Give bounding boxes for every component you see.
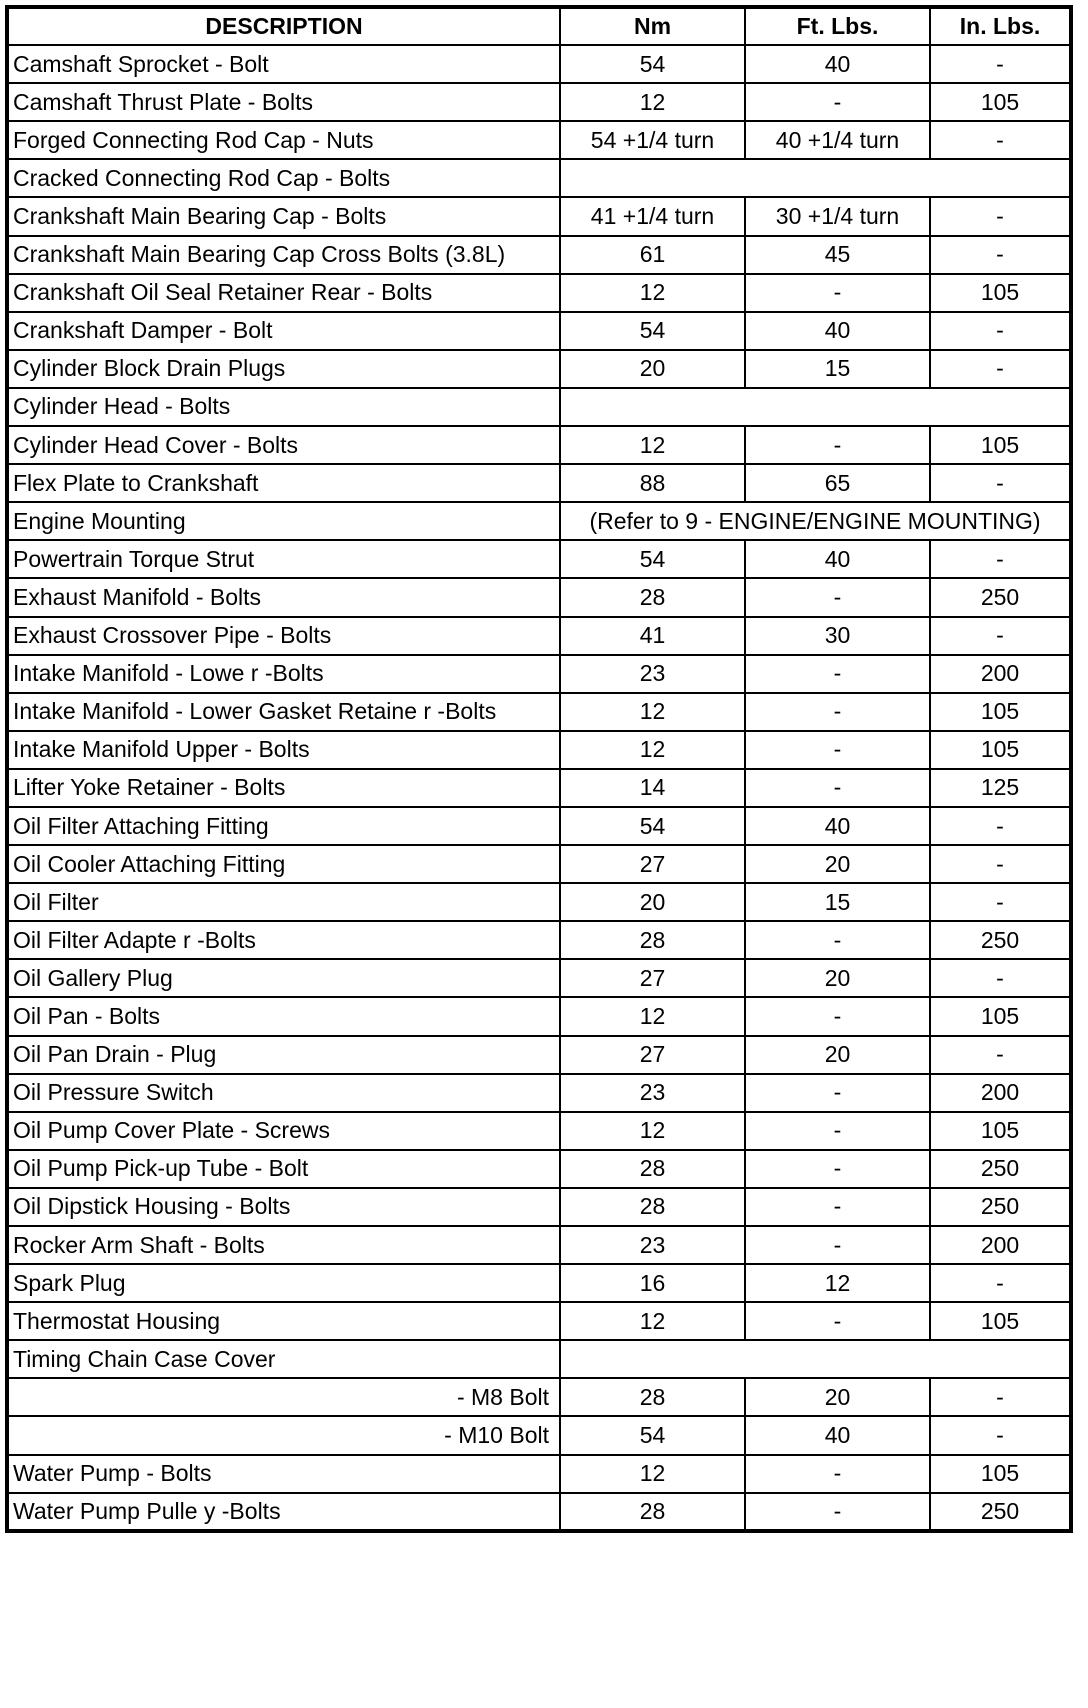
- row-description: Rocker Arm Shaft - Bolts: [7, 1226, 560, 1264]
- row-ft-lbs-value: 40: [745, 312, 930, 350]
- row-in-lbs-value: 200: [930, 1074, 1071, 1112]
- row-nm-value: 12: [560, 1302, 745, 1340]
- table-row: [7, 1302, 1071, 1340]
- row-spanned-note: [560, 1340, 1071, 1378]
- table-row: [7, 1378, 1071, 1416]
- table-row: [7, 731, 1071, 769]
- row-ft-lbs-value: 40: [745, 45, 930, 83]
- row-description: Cylinder Block Drain Plugs: [7, 350, 560, 388]
- row-in-lbs-value: 105: [930, 83, 1071, 121]
- row-in-lbs-value: 105: [930, 274, 1071, 312]
- row-in-lbs-value: -: [930, 312, 1071, 350]
- row-in-lbs-value: -: [930, 959, 1071, 997]
- row-ft-lbs-value: 20: [745, 1378, 930, 1416]
- row-ft-lbs-value: -: [745, 1302, 930, 1340]
- row-nm-value: 12: [560, 83, 745, 121]
- row-ft-lbs-value: -: [745, 274, 930, 312]
- row-ft-lbs-value: 40: [745, 1416, 930, 1454]
- row-ft-lbs-value: 15: [745, 350, 930, 388]
- row-description: Forged Connecting Rod Cap - Nuts: [7, 121, 560, 159]
- table-row: [7, 274, 1071, 312]
- row-ft-lbs-value: 65: [745, 464, 930, 502]
- row-description: Exhaust Crossover Pipe - Bolts: [7, 617, 560, 655]
- row-in-lbs-value: 105: [930, 693, 1071, 731]
- table-row: [7, 197, 1071, 235]
- table-row: [7, 502, 1071, 540]
- row-ft-lbs-value: -: [745, 921, 930, 959]
- row-description: Flex Plate to Crankshaft: [7, 464, 560, 502]
- row-nm-value: 28: [560, 1150, 745, 1188]
- row-in-lbs-value: 250: [930, 1493, 1071, 1531]
- row-nm-value: 54: [560, 807, 745, 845]
- table-row: [7, 1150, 1071, 1188]
- table-row: [7, 769, 1071, 807]
- row-nm-value: 12: [560, 731, 745, 769]
- row-in-lbs-value: -: [930, 464, 1071, 502]
- table-row: [7, 236, 1071, 274]
- row-in-lbs-value: 105: [930, 997, 1071, 1035]
- table-row: [7, 921, 1071, 959]
- header-nm: Nm: [560, 7, 745, 45]
- row-nm-value: 27: [560, 1036, 745, 1074]
- row-in-lbs-value: -: [930, 1264, 1071, 1302]
- row-nm-value: 23: [560, 1074, 745, 1112]
- row-ft-lbs-value: 40: [745, 807, 930, 845]
- row-nm-value: 54: [560, 1416, 745, 1454]
- row-nm-value: 27: [560, 959, 745, 997]
- row-ft-lbs-value: -: [745, 83, 930, 121]
- row-in-lbs-value: -: [930, 236, 1071, 274]
- row-description: Exhaust Manifold - Bolts: [7, 578, 560, 616]
- table-row: [7, 121, 1071, 159]
- table-row: [7, 845, 1071, 883]
- row-in-lbs-value: 125: [930, 769, 1071, 807]
- row-spanned-note: (Refer to 9 - ENGINE/ENGINE MOUNTING): [560, 502, 1071, 540]
- row-nm-value: 28: [560, 1188, 745, 1226]
- row-in-lbs-value: -: [930, 883, 1071, 921]
- row-nm-value: 12: [560, 1455, 745, 1493]
- row-ft-lbs-value: 20: [745, 1036, 930, 1074]
- row-nm-value: 12: [560, 1112, 745, 1150]
- row-in-lbs-value: -: [930, 617, 1071, 655]
- row-description: Timing Chain Case Cover: [7, 1340, 560, 1378]
- row-spanned-note: [560, 159, 1071, 197]
- row-nm-value: 12: [560, 274, 745, 312]
- table-row: [7, 1188, 1071, 1226]
- row-description: Oil Dipstick Housing - Bolts: [7, 1188, 560, 1226]
- row-description: Crankshaft Main Bearing Cap Cross Bolts (3.8L): [7, 236, 560, 274]
- row-description: Oil Pan Drain - Plug: [7, 1036, 560, 1074]
- row-description: Cylinder Head - Bolts: [7, 388, 560, 426]
- header-row: [7, 7, 1071, 45]
- row-description: Oil Filter: [7, 883, 560, 921]
- row-description: - M8 Bolt: [7, 1378, 560, 1416]
- row-ft-lbs-value: -: [745, 693, 930, 731]
- row-ft-lbs-value: 30 +1/4 turn: [745, 197, 930, 235]
- row-description: Powertrain Torque Strut: [7, 540, 560, 578]
- row-in-lbs-value: -: [930, 845, 1071, 883]
- row-nm-value: 54 +1/4 turn: [560, 121, 745, 159]
- row-description: Oil Gallery Plug: [7, 959, 560, 997]
- row-ft-lbs-value: -: [745, 426, 930, 464]
- table-row: [7, 1416, 1071, 1454]
- table-row: [7, 159, 1071, 197]
- row-nm-value: 20: [560, 350, 745, 388]
- row-description: Intake Manifold Upper - Bolts: [7, 731, 560, 769]
- row-ft-lbs-value: 12: [745, 1264, 930, 1302]
- row-nm-value: 14: [560, 769, 745, 807]
- row-nm-value: 12: [560, 693, 745, 731]
- header-in-lbs: In. Lbs.: [930, 7, 1071, 45]
- table-row: [7, 1226, 1071, 1264]
- row-in-lbs-value: 250: [930, 578, 1071, 616]
- row-in-lbs-value: -: [930, 1378, 1071, 1416]
- row-spanned-note: [560, 388, 1071, 426]
- row-description: - M10 Bolt: [7, 1416, 560, 1454]
- table-row: [7, 617, 1071, 655]
- row-nm-value: 20: [560, 883, 745, 921]
- row-in-lbs-value: 105: [930, 731, 1071, 769]
- row-description: Crankshaft Main Bearing Cap - Bolts: [7, 197, 560, 235]
- table-row: [7, 426, 1071, 464]
- row-in-lbs-value: 200: [930, 1226, 1071, 1264]
- row-description: Camshaft Thrust Plate - Bolts: [7, 83, 560, 121]
- row-description: Crankshaft Damper - Bolt: [7, 312, 560, 350]
- row-nm-value: 23: [560, 1226, 745, 1264]
- table-row: [7, 540, 1071, 578]
- table-row: [7, 83, 1071, 121]
- row-description: Oil Pressure Switch: [7, 1074, 560, 1112]
- row-ft-lbs-value: -: [745, 1150, 930, 1188]
- row-ft-lbs-value: -: [745, 578, 930, 616]
- row-description: Camshaft Sprocket - Bolt: [7, 45, 560, 83]
- row-in-lbs-value: 250: [930, 921, 1071, 959]
- torque-specification-table: [5, 5, 1073, 1533]
- row-description: Lifter Yoke Retainer - Bolts: [7, 769, 560, 807]
- table-row: [7, 578, 1071, 616]
- row-description: Engine Mounting: [7, 502, 560, 540]
- row-description: Crankshaft Oil Seal Retainer Rear - Bolts: [7, 274, 560, 312]
- table-row: [7, 464, 1071, 502]
- row-ft-lbs-value: -: [745, 1455, 930, 1493]
- row-ft-lbs-value: -: [745, 731, 930, 769]
- row-ft-lbs-value: -: [745, 1074, 930, 1112]
- row-ft-lbs-value: 40 +1/4 turn: [745, 121, 930, 159]
- row-description: Oil Filter Adapte r -Bolts: [7, 921, 560, 959]
- row-in-lbs-value: 250: [930, 1188, 1071, 1226]
- row-ft-lbs-value: 45: [745, 236, 930, 274]
- row-description: Water Pump Pulle y -Bolts: [7, 1493, 560, 1531]
- row-ft-lbs-value: -: [745, 1226, 930, 1264]
- table-row: [7, 807, 1071, 845]
- row-description: Intake Manifold - Lower Gasket Retaine r -Bolts: [7, 693, 560, 731]
- row-in-lbs-value: -: [930, 45, 1071, 83]
- row-description: Intake Manifold - Lowe r -Bolts: [7, 655, 560, 693]
- header-ft-lbs: Ft. Lbs.: [745, 7, 930, 45]
- table-row: [7, 655, 1071, 693]
- row-nm-value: 23: [560, 655, 745, 693]
- row-description: Oil Pump Pick-up Tube - Bolt: [7, 1150, 560, 1188]
- table-row: [7, 1264, 1071, 1302]
- row-in-lbs-value: -: [930, 540, 1071, 578]
- row-nm-value: 41: [560, 617, 745, 655]
- row-in-lbs-value: -: [930, 1036, 1071, 1074]
- row-description: Oil Filter Attaching Fitting: [7, 807, 560, 845]
- table-row: [7, 959, 1071, 997]
- row-nm-value: 16: [560, 1264, 745, 1302]
- table-row: [7, 45, 1071, 83]
- row-nm-value: 28: [560, 1493, 745, 1531]
- row-nm-value: 54: [560, 312, 745, 350]
- row-nm-value: 27: [560, 845, 745, 883]
- row-nm-value: 28: [560, 921, 745, 959]
- table-body: [7, 45, 1071, 1531]
- row-in-lbs-value: -: [930, 1416, 1071, 1454]
- row-in-lbs-value: 105: [930, 426, 1071, 464]
- row-ft-lbs-value: -: [745, 1112, 930, 1150]
- row-in-lbs-value: -: [930, 350, 1071, 388]
- table-row: [7, 388, 1071, 426]
- row-description: Oil Pump Cover Plate - Screws: [7, 1112, 560, 1150]
- row-in-lbs-value: 105: [930, 1302, 1071, 1340]
- table-row: [7, 693, 1071, 731]
- row-ft-lbs-value: -: [745, 769, 930, 807]
- row-description: Thermostat Housing: [7, 1302, 560, 1340]
- row-description: Cracked Connecting Rod Cap - Bolts: [7, 159, 560, 197]
- row-nm-value: 88: [560, 464, 745, 502]
- row-ft-lbs-value: 20: [745, 845, 930, 883]
- row-ft-lbs-value: 40: [745, 540, 930, 578]
- row-ft-lbs-value: -: [745, 655, 930, 693]
- row-ft-lbs-value: -: [745, 1493, 930, 1531]
- table-row: [7, 1112, 1071, 1150]
- row-in-lbs-value: 250: [930, 1150, 1071, 1188]
- row-description: Spark Plug: [7, 1264, 560, 1302]
- row-nm-value: 54: [560, 540, 745, 578]
- row-in-lbs-value: -: [930, 807, 1071, 845]
- row-in-lbs-value: 200: [930, 655, 1071, 693]
- row-nm-value: 28: [560, 1378, 745, 1416]
- row-description: Cylinder Head Cover - Bolts: [7, 426, 560, 464]
- table-row: [7, 1493, 1071, 1531]
- row-description: Oil Pan - Bolts: [7, 997, 560, 1035]
- row-nm-value: 61: [560, 236, 745, 274]
- row-ft-lbs-value: 30: [745, 617, 930, 655]
- row-in-lbs-value: 105: [930, 1455, 1071, 1493]
- table-row: [7, 1455, 1071, 1493]
- table-row: [7, 1074, 1071, 1112]
- row-in-lbs-value: 105: [930, 1112, 1071, 1150]
- row-nm-value: 41 +1/4 turn: [560, 197, 745, 235]
- table-row: [7, 1340, 1071, 1378]
- table-row: [7, 997, 1071, 1035]
- row-nm-value: 28: [560, 578, 745, 616]
- row-ft-lbs-value: 20: [745, 959, 930, 997]
- row-nm-value: 12: [560, 426, 745, 464]
- row-ft-lbs-value: -: [745, 1188, 930, 1226]
- row-nm-value: 12: [560, 997, 745, 1035]
- row-in-lbs-value: -: [930, 121, 1071, 159]
- table-row: [7, 350, 1071, 388]
- table-row: [7, 883, 1071, 921]
- row-in-lbs-value: -: [930, 197, 1071, 235]
- table-row: [7, 1036, 1071, 1074]
- row-nm-value: 54: [560, 45, 745, 83]
- header-description: DESCRIPTION: [7, 7, 560, 45]
- row-ft-lbs-value: 15: [745, 883, 930, 921]
- row-description: Water Pump - Bolts: [7, 1455, 560, 1493]
- table-row: [7, 312, 1071, 350]
- row-description: Oil Cooler Attaching Fitting: [7, 845, 560, 883]
- row-ft-lbs-value: -: [745, 997, 930, 1035]
